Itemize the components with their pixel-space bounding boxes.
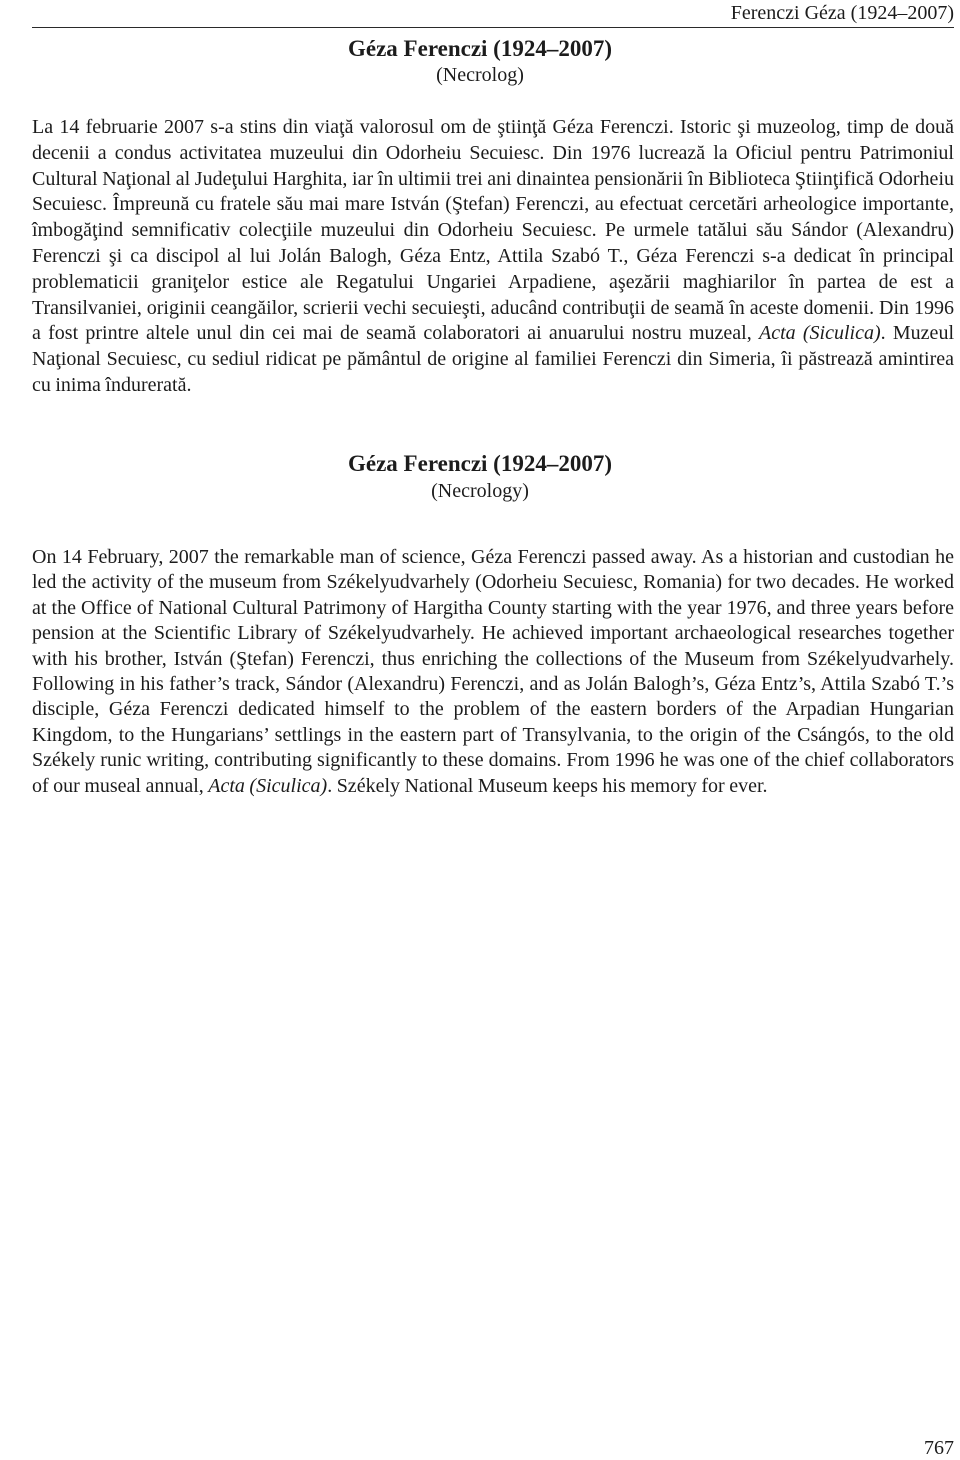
romanian-body	[32, 115, 954, 399]
romanian-body-italic: Acta (Siculica)	[758, 322, 881, 345]
page-number: 767	[924, 1437, 954, 1459]
running-head: Ferenczi Géza (1924–2007)	[730, 2, 954, 24]
english-subtitle: (Necrology)	[431, 480, 529, 502]
header-rule	[32, 27, 954, 28]
english-body-italic: Acta (Siculica)	[208, 774, 328, 797]
romanian-subtitle: (Necrolog)	[436, 64, 524, 86]
english-body-text: On 14 February, 2007 the remarkable man of science, Géza Ferenczi passed away. As a historian and custodian he led the activity of the museum from Székelyudvarhely (Odorheiu Secuiesc, Romania) for two decades. He worked at the Office of National Cultural Patrimony of Hargitha County starting with the year 1976, and three years before pension at the Scientific Library of Székelyudvarhely. He achieved important archaeological researches together with his brother, István (Ştefan) Ferenczi, thus enriching the collections of the Museum from Székelyudvarhely. Following in his father’s track, Sándor (Alexandru) Ferenczi, and as Jolán Balogh’s, Géza Entz’s, Attila Szabó T.’s disciple, Géza Ferenczi dedicated himself to the problem of the eastern borders of the Arpadian Hungarian Kingdom, to the Hungarians’ settlings in the eastern part of Transylvania, to the origin of the Csángós, to the old Székely runic writing, contributing significantly to these domains. From 1996 he was one of the chief collaborators of our museal annual,	[32, 546, 954, 797]
romanian-body-text: La 14 februarie 2007 s-a stins din viaţă valorosul om de ştiinţă Géza Ferenczi. Istoric şi muzeolog, timp de două decenii a condus activitatea muzeului din Odorheiu Secuiesc. Din 1976 lucrează la Oficiul pentru Patrimoniul Cultural Naţional al Judeţului Harghita, iar în ultimii trei ani dinaintea pensionării în Biblioteca Ştiinţifică Odorheiu Secuiesc. Împreună cu fratele său mai mare István (Ştefan) Ferenczi, au efectuat cercetări arheologice importante, îmbogăţind semnificativ colecţiile muzeului din Odorheiu Secuiesc. Pe urmele tatălui său Sándor (Alexandru) Ferenczi şi ca discipol al lui Jolán Balogh, Géza Entz, Attila Szabó T., Géza Ferenczi s-a dedicat în principal problematicii graniţelor estice ale Regatului Ungariei Arpadiene, aşezării maghiarilor în partea de est a Transilvaniei, originii ceangăilor, scrierii vechi secuieşti, aducând contribuţii de seamă în aceste domenii. Din 1996 a fost printre altele unul din cei mai de seamă colaboratori ai anuarului nostru muzeal,	[32, 116, 954, 345]
romanian-title: Géza Ferenczi (1924–2007)	[348, 36, 612, 61]
romanian-body-text-end: . Muzeul Naţional Secuiesc, cu sediul ridicat pe pământul de origine al familiei Ferenczi din Simeria, îi păstrează amintirea cu inima îndurerată.	[32, 322, 954, 396]
english-title: Géza Ferenczi (1924–2007)	[348, 451, 612, 476]
english-body	[32, 545, 954, 799]
english-body-text-end: . Székely National Museum keeps his memory for ever.	[327, 774, 768, 797]
